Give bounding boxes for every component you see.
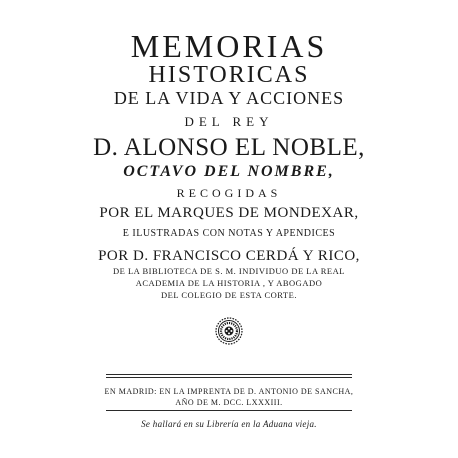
title-line-alonso: D. ALONSO EL NOBLE,	[93, 134, 365, 161]
title-line-del-rey: DEL REY	[184, 114, 274, 129]
imprint-line-year: AÑO DE M. DCC. LXXXIII.	[175, 398, 283, 407]
imprint-line-madrid: EN MADRID: EN LA IMPRENTA DE D. ANTONIO DE SANCHA,	[104, 387, 354, 396]
title-line-memorias: MEMORIAS	[130, 28, 328, 64]
editor-line-cerda: POR D. FRANCISCO CERDÁ Y RICO,	[98, 248, 360, 264]
subtitle-line-notas: E ILUSTRADAS CON NOTAS Y APENDICES	[122, 228, 336, 239]
title-line-vida-acciones: DE LA VIDA Y ACCIONES	[113, 88, 345, 108]
imprint-line-bookseller: Se hallará en su Librería en la Aduana vieja.	[141, 419, 317, 429]
editor-credential-line-1: DE LA BIBLIOTECA DE S. M. INDIVIDUO DE LA REAL	[113, 266, 345, 276]
imprint-bottom-rule	[106, 410, 352, 411]
title-line-recogidas: RECOGIDAS	[176, 186, 282, 200]
editor-credential-line-3: DEL COLEGIO DE ESTA CORTE.	[161, 290, 297, 300]
editor-credential-line-2: ACADEMIA DE LA HISTORIA , Y ABOGADO	[135, 278, 323, 288]
imprint-top-rule	[106, 374, 352, 375]
imprint-top-rule-inner	[106, 377, 352, 378]
author-line-marques: POR EL MARQUES DE MONDEXAR,	[99, 205, 359, 221]
printer-ornament-icon	[214, 316, 244, 346]
title-line-octavo: OCTAVO DEL NOMBRE,	[123, 163, 335, 180]
title-line-historicas: HISTORICAS	[148, 62, 310, 88]
